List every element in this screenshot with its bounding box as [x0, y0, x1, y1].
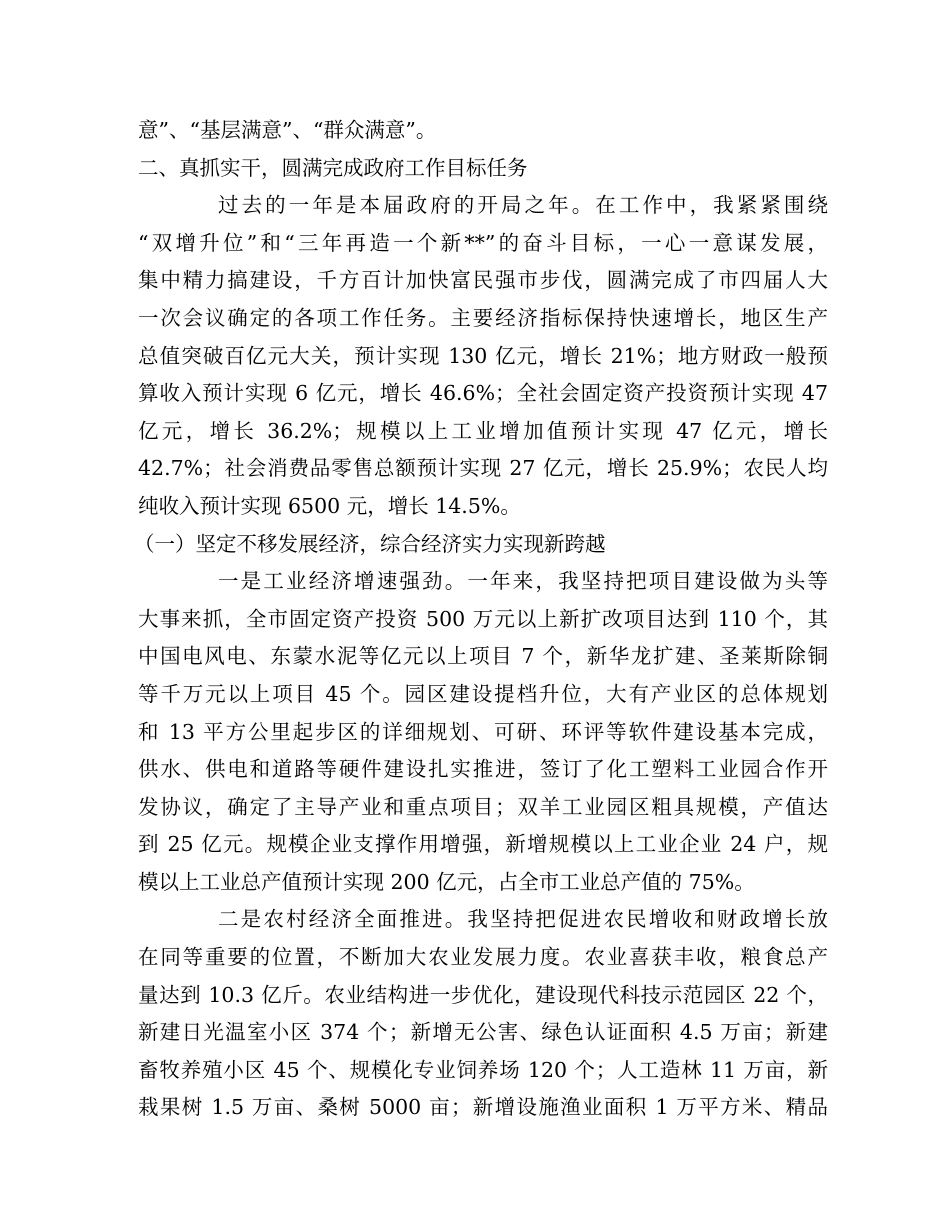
- paragraph-line: 算收入预计实现 6 亿元，增长 46.6%；全社会固定资产投资预计实现 47: [138, 381, 828, 406]
- paragraph-line: 大事来抓，全市固定资产投资 500 万元以上新扩改项目达到 110 个，其: [138, 606, 828, 631]
- paragraph-line: 模以上工业总产值预计实现 200 亿元，占全市工业总产值的 75%。: [138, 869, 755, 894]
- paragraph-line: 中国电风电、东蒙水泥等亿元以上项目 7 个，新华龙扩建、圣莱斯除铜: [138, 644, 828, 669]
- paragraph-line: 到 25 亿元。规模企业支撑作用增强，新增规模以上工业企业 24 户，规: [138, 832, 828, 857]
- document-page: [134, 112, 828, 1127]
- paragraph-line: 新建日光温室小区 374 个；新增无公害、绿色认证面积 4.5 万亩；新建: [138, 1020, 828, 1045]
- paragraph-line: 在同等重要的位置，不断加大农业发展力度。农业喜获丰收，粮食总产: [138, 945, 828, 970]
- section-heading: 二、真抓实干，圆满完成政府工作目标任务: [138, 155, 528, 180]
- paragraph-line: 供水、供电和道路等硬件建设扎实推进，签订了化工塑料工业园合作开: [138, 757, 828, 782]
- paragraph-line: 亿元，增长 36.2%；规模以上工业增加值预计实现 47 亿元，增长: [138, 418, 828, 443]
- paragraph-line: 一次会议确定的各项工作任务。主要经济指标保持快速增长，地区生产: [138, 305, 828, 330]
- subsection-heading: （一）坚定不移发展经济，综合经济实力实现新跨越: [134, 531, 606, 556]
- paragraph-line: “双增升位”和“三年再造一个新**”的奋斗目标，一心一意谋发展，: [138, 230, 828, 255]
- paragraph-line: 过去的一年是本届政府的开局之年。在工作中，我紧紧围绕: [218, 193, 828, 218]
- paragraph-line: 纯收入预计实现 6500 元，增长 14.5%。: [138, 493, 521, 518]
- paragraph-line: 42.7%；社会消费品零售总额预计实现 27 亿元，增长 25.9%；农民人均: [138, 456, 828, 481]
- paragraph-line: 发协议，确定了主导产业和重点项目；双羊工业园区粗具规模，产值达: [138, 794, 828, 819]
- paragraph-line: 等千万元以上项目 45 个。园区建设提档升位，大有产业区的总体规划: [138, 681, 828, 706]
- paragraph-line: 二是农村经济全面推进。我坚持把促进农民增收和财政增长放: [218, 907, 828, 932]
- paragraph-line: 畜牧养殖小区 45 个、规模化专业饲养场 120 个；人工造林 11 万亩，新: [138, 1057, 828, 1082]
- paragraph-line: 栽果树 1.5 万亩、桑树 5000 亩；新增设施渔业面积 1 万平方米、精品: [138, 1095, 828, 1120]
- paragraph-line: 集中精力搞建设，千方百计加快富民强市步伐，圆满完成了市四届人大: [138, 268, 828, 293]
- paragraph-line: 总值突破百亿元大关，预计实现 130 亿元，增长 21%；地方财政一般预: [138, 343, 828, 368]
- paragraph-line: 和 13 平方公里起步区的详细规划、可研、环评等软件建设基本完成，: [138, 719, 828, 744]
- paragraph-line: 一是工业经济增速强劲。一年来，我坚持把项目建设做为头等: [218, 569, 828, 594]
- paragraph-line: 量达到 10.3 亿斤。农业结构进一步优化，建设现代科技示范园区 22 个，: [138, 982, 828, 1007]
- paragraph-line: 意”、“基层满意”、“群众满意”。: [138, 118, 437, 142]
